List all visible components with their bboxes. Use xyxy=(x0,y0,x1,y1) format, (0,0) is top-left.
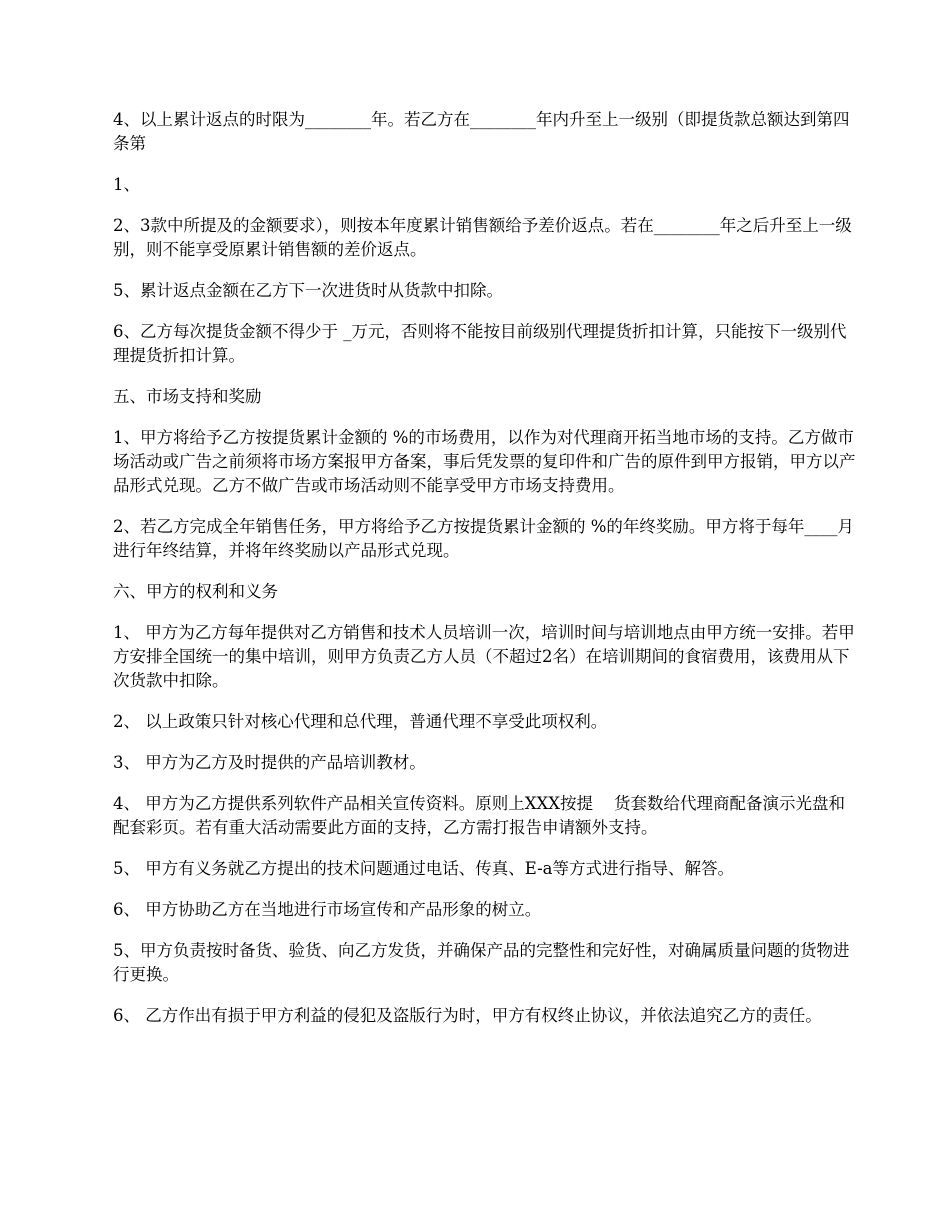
paragraph-promotional-materials: 4、 甲方为乙方提供系列软件产品相关宣传资料。原则上XXX按提 货套数给代理商配备演示光盘和配套彩页。若有重大活动需要此方面的支持，乙方需打报告申请额外支持。 xyxy=(113,794,845,837)
document-page xyxy=(113,108,858,1045)
paragraph-marketing-assistance: 6、 甲方协助乙方在当地进行市场宣传和产品形象的树立。 xyxy=(113,900,542,919)
paragraph-price-difference-rebate: 2、3款中所提及的金额要求），则按本年度累计销售额给予差价返点。若在________年之后升至上一级别，则不能享受原累计销售额的差价返点。 xyxy=(113,216,852,259)
paragraph-minimum-order: 6、乙方每次提货金额不得少于 _万元，否则将不能按目前级别代理提货折扣计算，只能按下一级别代理提货折扣计算。 xyxy=(113,322,847,365)
paragraph-termination: 6、 乙方作出有损于甲方利益的侵犯及盗版行为时，甲方有权终止协议，并依法追究乙方的责任。 xyxy=(113,1006,822,1025)
section-heading-market-support: 五、市场支持和奖励 xyxy=(113,387,262,406)
paragraph-rebate-time-limit: 4、以上累计返点的时限为________年。若乙方在________年内升至上一级别（即提货款总额达到第四条第 xyxy=(113,110,850,153)
paragraph-rebate-deduction: 5、累计返点金额在乙方下一次进货时从货款中扣除。 xyxy=(113,281,503,300)
paragraph-market-fee: 1、甲方将给予乙方按提货累计金额的 %的市场费用，以作为对代理商开拓当地市场的支持。乙方做市场活动或广告之前须将市场方案报甲方备案，事后凭发票的复印件和广告的原件到甲方报销，甲方以产品形式兑现。乙方不做广告或市场活动则不能享受甲方市场支持费用。 xyxy=(113,428,856,495)
paragraph-training-materials: 3、 甲方为乙方及时提供的产品培训教材。 xyxy=(113,753,426,772)
paragraph-training: 1、 甲方为乙方每年提供对乙方销售和技术人员培训一次，培训时间与培训地点由甲方统一安排。若甲方安排全国统一的集中培训，则甲方负责乙方人员（不超过2名）在培训期间的食宿费用，该费用从下次货款中扣除。 xyxy=(113,623,855,690)
paragraph-policy-scope: 2、 以上政策只针对核心代理和总代理，普通代理不享受此项权利。 xyxy=(113,712,608,731)
paragraph-year-end-bonus: 2、若乙方完成全年销售任务，甲方将给予乙方按提货累计金额的 %的年终奖励。甲方将于每年____月进行年终结算，并将年终奖励以产品形式兑现。 xyxy=(113,517,854,560)
section-heading-party-a-rights: 六、甲方的权利和义务 xyxy=(113,582,278,601)
paragraph-delivery: 5、甲方负责按时备货、验货、向乙方发货，并确保产品的完整性和完好性，对确属质量问题的货物进行更换。 xyxy=(113,941,850,984)
paragraph-item-1: 1、 xyxy=(113,175,140,194)
paragraph-technical-support: 5、 甲方有义务就乙方提出的技术问题通过电话、传真、E-a等方式进行指导、解答。 xyxy=(113,859,735,878)
